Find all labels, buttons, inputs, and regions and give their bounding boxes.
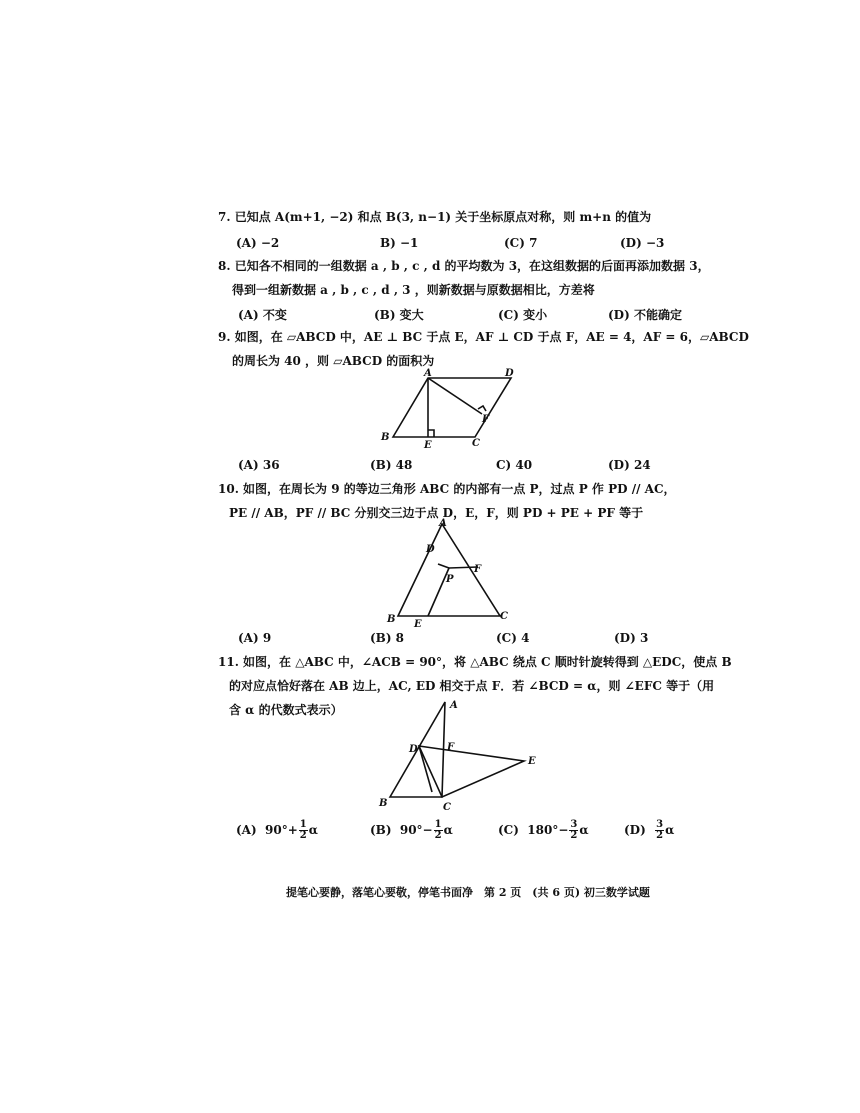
point-label-e: E	[424, 440, 432, 451]
point-label-f: F	[447, 742, 455, 753]
q9-line-1: 9. 如图，在 ▱ABCD 中，AE ⊥ BC 于点 E，AF ⊥ CD 于点 F，AE = 4，AF = 6，▱ABCD	[218, 330, 749, 344]
q8-option-b: (B) 变大	[374, 308, 424, 322]
q8-option-d: (D) 不能确定	[608, 308, 682, 322]
q8-option-c: (C) 变小	[498, 308, 548, 322]
parallelogram-abcd	[393, 378, 511, 437]
q10-option-d: (D) 3	[614, 631, 649, 645]
q8-option-a: (A) 不变	[238, 308, 287, 322]
point-label-c: C	[500, 611, 508, 622]
q9-parallelogram-figure	[378, 366, 528, 452]
q7-option-a: (A) −2	[236, 236, 280, 250]
q8-line-2: 得到一组新数据 a , b , c , d , 3 ，则新数据与原数据相比，方差将	[232, 283, 595, 297]
q10-line-1: 10. 如图，在周长为 9 的等边三角形 ABC 的内部有一点 P，过点 P 作 PD // AC，	[218, 482, 676, 496]
q11-line-1: 11. 如图，在 △ABC 中，∠ACB = 90°，将 △ABC 绕点 C 顺时针旋转得到 △EDC，使点 B	[218, 655, 732, 669]
q8-line-1: 8. 已知各不相同的一组数据 a , b , c , d 的平均数为 3，在这组数据的后面再添加数据 3，	[218, 259, 710, 273]
q11-option-c: (C) 180°− $\frac{3}{2}$ α	[498, 819, 589, 841]
q9-option-a: (A) 36	[238, 458, 280, 472]
point-label-b: B	[381, 432, 390, 443]
point-label-f: F	[474, 564, 482, 575]
triangle-abc	[398, 524, 500, 616]
point-label-c: C	[443, 802, 451, 813]
q7-option-d: (D) −3	[620, 236, 665, 250]
q9-option-c: C) 40	[496, 458, 533, 472]
q7-stem: 7. 已知点 A(m+1, −2) 和点 B(3, n−1) 关于坐标原点对称，则 m+n 的值为	[218, 210, 652, 224]
q11-option-b: (B) 90°− $\frac{1}{2}$ α	[370, 819, 453, 841]
q11-option-a: (A) 90°+ $\frac{1}{2}$ α	[236, 819, 318, 841]
altitude-af	[428, 378, 482, 414]
right-angle-mark-e	[428, 430, 434, 437]
point-label-e: E	[528, 756, 536, 767]
point-label-f: F	[482, 414, 490, 425]
point-label-a: A	[439, 518, 447, 529]
q11-line-3: 含 α 的代数式表示）	[229, 703, 343, 717]
q7-option-b: B) −1	[380, 236, 419, 250]
q10-option-a: (A) 9	[238, 631, 272, 645]
page-footer: 提笔心要静，落笔心要敬，停笔书面净 第 2 页 (共 6 页) 初三数学试题	[286, 886, 650, 899]
point-label-c: C	[472, 438, 480, 449]
q10-triangle-figure	[382, 516, 512, 628]
point-label-b: B	[387, 614, 396, 625]
point-label-d: D	[426, 544, 435, 555]
point-label-b: B	[379, 798, 388, 809]
q10-line-2: PE // AB，PF // BC 分别交三边于点 D，E，F，则 PD + PE + PF 等于	[229, 506, 644, 520]
q10-option-b: (B) 8	[370, 631, 405, 645]
point-label-p: P	[446, 574, 454, 585]
q7-option-c: (C) 7	[504, 236, 538, 250]
q9-option-d: (D) 24	[608, 458, 651, 472]
q11-option-d: (D) $\frac{3}{2}$ α	[624, 819, 675, 841]
point-label-a: A	[450, 700, 458, 711]
point-label-d: D	[505, 368, 514, 379]
point-label-d: D	[409, 744, 418, 755]
q9-line-2: 的周长为 40 ，则 ▱ABCD 的面积为	[232, 354, 435, 368]
triangle-edc	[419, 746, 524, 797]
q11-rotation-figure	[374, 694, 544, 818]
q11-line-2: 的对应点恰好落在 AB 边上，AC, ED 相交于点 F．若 ∠BCD = α，则 ∠EFC 等于（用	[229, 679, 715, 693]
right-angle-mark-f	[478, 406, 486, 411]
point-label-e: E	[414, 619, 422, 630]
q9-option-b: (B) 48	[370, 458, 413, 472]
segment-pd	[438, 564, 449, 568]
q10-option-c: (C) 4	[496, 631, 530, 645]
point-label-a: A	[424, 368, 432, 379]
